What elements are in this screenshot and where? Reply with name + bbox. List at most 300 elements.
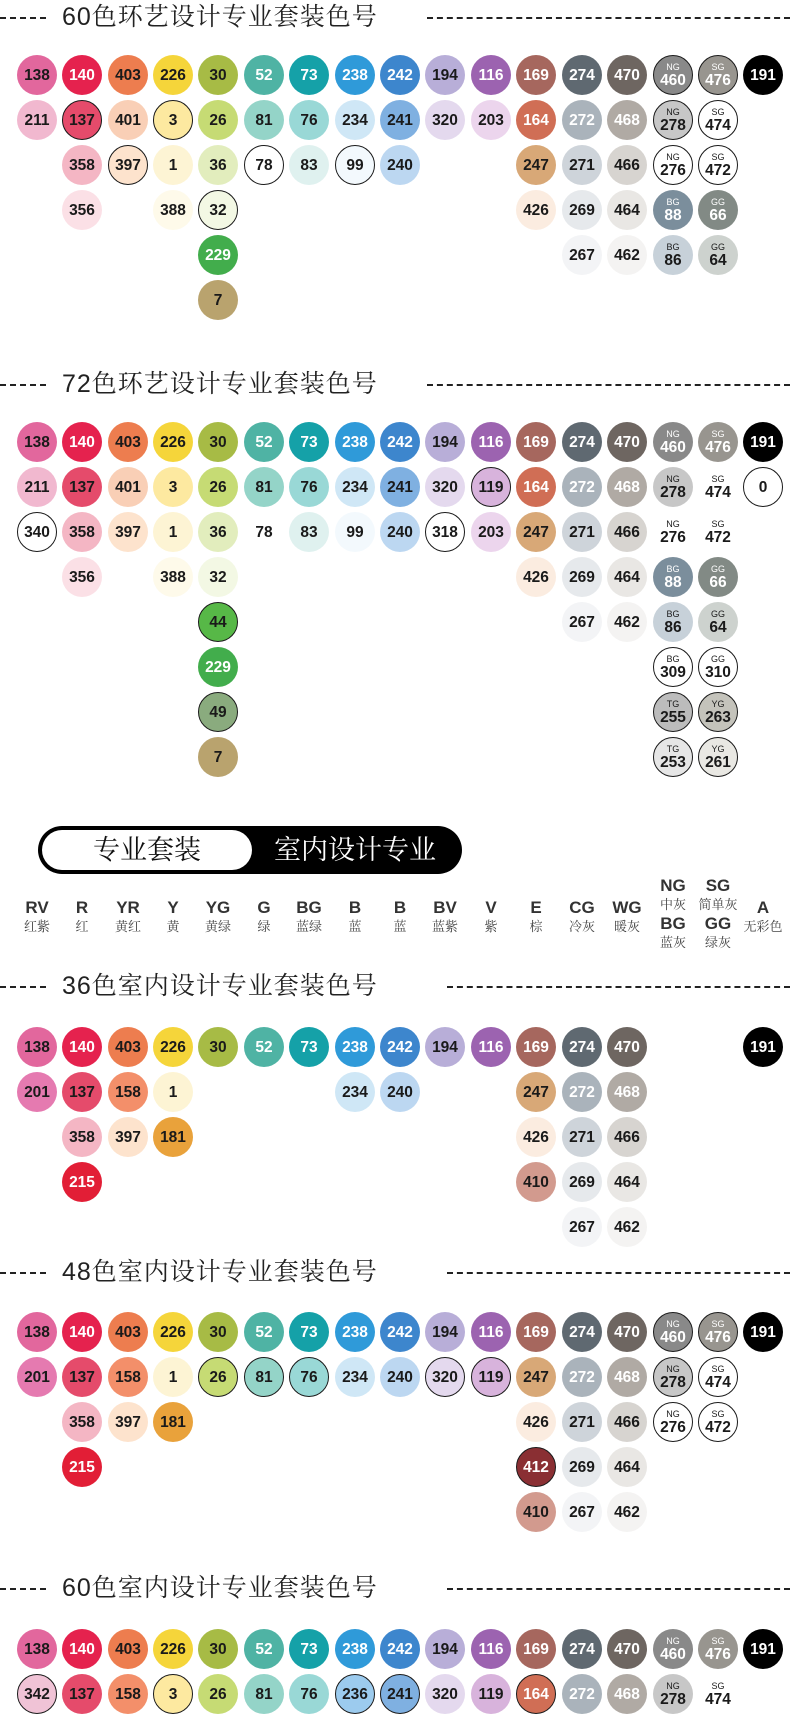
color-swatch [698, 602, 738, 642]
color-swatch [562, 1447, 602, 1487]
color-swatch [516, 1674, 556, 1714]
swatch-color-number: 73 [300, 66, 318, 84]
color-swatch [198, 512, 238, 552]
color-swatch [562, 467, 602, 507]
section-title-row [0, 0, 790, 34]
color-swatch [198, 737, 238, 777]
color-swatch [698, 692, 738, 732]
color-swatch [698, 1312, 738, 1352]
swatch-color-number: 426 [523, 1128, 549, 1146]
swatch-color-number: 76 [300, 478, 318, 496]
swatch-color-number: 403 [115, 433, 141, 451]
color-swatch [153, 145, 193, 185]
swatch-color-number: 253 [660, 753, 686, 771]
swatch-color-number: 99 [346, 156, 364, 174]
swatch-series-prefix: SG [711, 61, 725, 72]
color-swatch [607, 55, 647, 95]
color-swatch [198, 1674, 238, 1714]
color-swatch [62, 1312, 102, 1352]
swatch-color-number: 272 [569, 1083, 595, 1101]
color-swatch [244, 1357, 284, 1397]
color-swatch [471, 55, 511, 95]
swatch-color-number: 169 [523, 433, 549, 451]
color-swatch [653, 1674, 693, 1714]
swatch-color-number: 138 [24, 1323, 50, 1341]
color-swatch [17, 100, 57, 140]
color-swatch [108, 1312, 148, 1352]
swatch-color-number: 36 [209, 156, 227, 174]
section-title-row [0, 969, 790, 1003]
swatch-color-number: 73 [300, 1323, 318, 1341]
swatch-color-number: 32 [209, 201, 227, 219]
color-swatch [17, 1027, 57, 1067]
swatch-color-number: 52 [255, 66, 273, 84]
swatch-color-number: 358 [69, 156, 95, 174]
swatch-color-number: 278 [660, 1373, 686, 1391]
swatch-color-number: 474 [705, 483, 731, 501]
swatch-color-number: 215 [69, 1458, 95, 1476]
swatch-color-number: 460 [660, 1645, 686, 1663]
swatch-color-number: 358 [69, 523, 95, 541]
color-swatch [607, 1402, 647, 1442]
swatch-color-number: 169 [523, 1323, 549, 1341]
swatch-color-number: 234 [342, 478, 368, 496]
color-swatch [653, 55, 693, 95]
swatch-color-number: 274 [569, 1323, 595, 1341]
color-swatch [607, 145, 647, 185]
color-swatch [653, 737, 693, 777]
swatch-color-number: 137 [69, 111, 95, 129]
swatch-color-number: 468 [614, 1368, 640, 1386]
color-swatch [743, 1629, 783, 1669]
color-swatch [108, 1674, 148, 1714]
section-title: 72色环艺设计专业套装色号 [62, 370, 378, 398]
swatch-series-prefix: SG [711, 473, 725, 484]
color-swatch [516, 1117, 556, 1157]
color-swatch [698, 467, 738, 507]
swatch-series-prefix: GG [710, 563, 725, 574]
color-swatch [653, 1357, 693, 1397]
legend-name: 蓝绿 [295, 919, 322, 934]
swatch-color-number: 30 [209, 433, 227, 451]
color-swatch [17, 467, 57, 507]
legend-code: B [348, 898, 362, 917]
legend-name: 无彩色 [743, 919, 783, 934]
swatch-color-number: 140 [69, 433, 95, 451]
swatch-color-number: 261 [705, 753, 731, 771]
color-swatch [244, 467, 284, 507]
color-swatch [17, 512, 57, 552]
color-swatch [743, 55, 783, 95]
swatch-color-number: 462 [614, 1503, 640, 1521]
swatch-color-number: 470 [614, 1038, 640, 1056]
legend-code: G [257, 898, 271, 917]
swatch-color-number: 238 [342, 1640, 368, 1658]
color-swatch [289, 1312, 329, 1352]
color-swatch [380, 100, 420, 140]
swatch-series-prefix: NG [666, 106, 680, 117]
swatch-color-number: 169 [523, 66, 549, 84]
color-swatch [653, 100, 693, 140]
color-swatch [562, 1117, 602, 1157]
legend-code: A [756, 898, 770, 917]
color-swatch [198, 235, 238, 275]
color-swatch [62, 1447, 102, 1487]
swatch-color-number: 30 [209, 1323, 227, 1341]
color-swatch [562, 1072, 602, 1112]
color-swatch [425, 422, 465, 462]
swatch-color-number: 76 [300, 111, 318, 129]
swatch-color-number: 86 [664, 618, 682, 636]
color-swatch [62, 557, 102, 597]
color-swatch [335, 55, 375, 95]
legend-name: 绿灰 [704, 935, 731, 950]
color-swatch [108, 1402, 148, 1442]
badge-left-label: 专业套装 [42, 830, 252, 870]
swatch-color-number: 88 [664, 573, 682, 591]
swatch-color-number: 397 [115, 523, 141, 541]
color-swatch [289, 1027, 329, 1067]
swatch-color-number: 247 [523, 1368, 549, 1386]
swatch-color-number: 242 [387, 1038, 413, 1056]
legend-name: 绿 [257, 919, 271, 934]
color-swatch [425, 100, 465, 140]
legend-name: 蓝 [393, 919, 407, 934]
legend-code: BG [296, 898, 322, 917]
legend-code: R [75, 898, 89, 917]
swatch-color-number: 468 [614, 1685, 640, 1703]
swatch-color-number: 234 [342, 1083, 368, 1101]
swatch-color-number: 356 [69, 568, 95, 586]
swatch-color-number: 470 [614, 1323, 640, 1341]
swatch-color-number: 476 [705, 438, 731, 456]
dashed-rule-left [0, 384, 46, 386]
color-swatch [653, 512, 693, 552]
swatch-color-number: 342 [24, 1685, 50, 1703]
color-swatch [62, 1027, 102, 1067]
swatch-color-number: 236 [342, 1685, 368, 1703]
swatch-color-number: 26 [209, 111, 227, 129]
swatch-color-number: 426 [523, 568, 549, 586]
swatch-color-number: 472 [705, 528, 731, 546]
swatch-color-number: 466 [614, 156, 640, 174]
color-swatch [607, 190, 647, 230]
color-swatch [562, 100, 602, 140]
color-swatch [562, 235, 602, 275]
color-swatch [244, 145, 284, 185]
swatch-color-number: 181 [160, 1413, 186, 1431]
swatch-color-number: 272 [569, 111, 595, 129]
swatch-color-number: 278 [660, 483, 686, 501]
swatch-color-number: 116 [478, 433, 504, 451]
swatch-color-number: 78 [255, 156, 273, 174]
swatch-color-number: 462 [614, 1218, 640, 1236]
section-title-row [0, 367, 790, 401]
color-swatch [607, 100, 647, 140]
color-swatch [653, 557, 693, 597]
color-swatch [289, 1357, 329, 1397]
legend-name: 红 [75, 919, 89, 934]
swatch-color-number: 140 [69, 1323, 95, 1341]
swatch-color-number: 255 [660, 708, 686, 726]
swatch-color-number: 73 [300, 1038, 318, 1056]
color-swatch [425, 512, 465, 552]
color-swatch [108, 55, 148, 95]
color-swatch [17, 55, 57, 95]
swatch-color-number: 247 [523, 1083, 549, 1101]
legend-code: NG [660, 876, 686, 895]
swatch-color-number: 474 [705, 1690, 731, 1708]
color-swatch [562, 1312, 602, 1352]
swatch-series-prefix: NG [666, 1363, 680, 1374]
swatch-color-number: 140 [69, 1640, 95, 1658]
color-swatch [153, 1027, 193, 1067]
legend-code: BG [660, 914, 686, 933]
color-swatch [698, 422, 738, 462]
swatch-series-prefix: NG [666, 428, 680, 439]
dashed-rule-right [447, 1588, 790, 1590]
swatch-color-number: 274 [569, 433, 595, 451]
swatch-color-number: 194 [432, 1640, 458, 1658]
color-swatch [153, 422, 193, 462]
swatch-series-prefix: NG [666, 1680, 680, 1691]
swatch-color-number: 468 [614, 1083, 640, 1101]
swatch-color-number: 191 [750, 66, 776, 84]
swatch-color-number: 466 [614, 523, 640, 541]
color-swatch [516, 1402, 556, 1442]
color-swatch [425, 55, 465, 95]
color-swatch [108, 422, 148, 462]
color-swatch [62, 1162, 102, 1202]
swatch-series-prefix: NG [666, 1408, 680, 1419]
swatch-color-number: 137 [69, 1083, 95, 1101]
color-swatch [698, 55, 738, 95]
swatch-series-prefix: YG [711, 698, 725, 709]
swatch-color-number: 474 [705, 1373, 731, 1391]
color-swatch [289, 467, 329, 507]
color-swatch [743, 422, 783, 462]
legend-item [733, 898, 790, 936]
swatch-color-number: 76 [300, 1685, 318, 1703]
swatch-color-number: 269 [569, 1458, 595, 1476]
legend-name: 蓝 [348, 919, 362, 934]
color-swatch [108, 100, 148, 140]
color-swatch [562, 55, 602, 95]
swatch-color-number: 242 [387, 66, 413, 84]
color-swatch [198, 55, 238, 95]
swatch-series-prefix: NG [666, 473, 680, 484]
swatch-color-number: 320 [432, 1685, 458, 1703]
color-swatch [653, 422, 693, 462]
swatch-color-number: 226 [160, 1640, 186, 1658]
swatch-color-number: 3 [168, 1685, 178, 1703]
swatch-color-number: 238 [342, 66, 368, 84]
color-swatch [562, 512, 602, 552]
legend-code: CG [569, 898, 595, 917]
color-swatch [335, 467, 375, 507]
color-swatch [471, 467, 511, 507]
swatch-color-number: 234 [342, 1368, 368, 1386]
swatch-color-number: 26 [209, 478, 227, 496]
color-swatch [62, 1402, 102, 1442]
color-swatch [17, 1629, 57, 1669]
section-title: 36色室内设计专业套装色号 [62, 972, 378, 1000]
color-swatch [62, 1629, 102, 1669]
color-swatch [244, 1674, 284, 1714]
color-swatch [607, 235, 647, 275]
swatch-color-number: 403 [115, 1323, 141, 1341]
color-swatch [153, 1117, 193, 1157]
swatch-color-number: 474 [705, 116, 731, 134]
swatch-color-number: 426 [523, 1413, 549, 1431]
color-swatch [62, 1072, 102, 1112]
color-swatch [607, 512, 647, 552]
section-title-row [0, 1571, 790, 1605]
color-swatch [198, 647, 238, 687]
color-swatch [335, 1357, 375, 1397]
color-swatch [62, 1117, 102, 1157]
color-swatch [425, 1674, 465, 1714]
swatch-color-number: 272 [569, 478, 595, 496]
section-title: 60色环艺设计专业套装色号 [62, 3, 378, 31]
color-swatch [289, 512, 329, 552]
color-swatch [562, 1402, 602, 1442]
swatch-color-number: 470 [614, 1640, 640, 1658]
swatch-color-number: 81 [255, 1685, 273, 1703]
color-swatch [653, 467, 693, 507]
swatch-series-prefix: GG [710, 196, 725, 207]
swatch-color-number: 81 [255, 1368, 273, 1386]
swatch-color-number: 52 [255, 1640, 273, 1658]
color-swatch [516, 1357, 556, 1397]
color-swatch [516, 557, 556, 597]
color-swatch [380, 1357, 420, 1397]
swatch-color-number: 238 [342, 433, 368, 451]
color-swatch [380, 1027, 420, 1067]
swatch-color-number: 211 [24, 478, 50, 496]
legend-code: YG [205, 898, 231, 917]
swatch-color-number: 464 [614, 1173, 640, 1191]
color-swatch [62, 1674, 102, 1714]
section-title: 60色室内设计专业套装色号 [62, 1574, 378, 1602]
swatch-series-prefix: SG [711, 1318, 725, 1329]
swatch-color-number: 397 [115, 156, 141, 174]
swatch-color-number: 276 [660, 161, 686, 179]
swatch-color-number: 403 [115, 66, 141, 84]
swatch-color-number: 99 [346, 523, 364, 541]
swatch-color-number: 116 [478, 1323, 504, 1341]
color-swatch [607, 1629, 647, 1669]
color-swatch [198, 145, 238, 185]
swatch-color-number: 30 [209, 66, 227, 84]
swatch-color-number: 229 [205, 246, 231, 264]
swatch-color-number: 460 [660, 71, 686, 89]
swatch-color-number: 320 [432, 478, 458, 496]
legend-name: 蓝紫 [431, 919, 458, 934]
legend-name: 冷灰 [568, 919, 595, 934]
legend-name: 黄绿 [204, 919, 231, 934]
swatch-color-number: 119 [478, 1685, 504, 1703]
swatch-series-prefix: SG [711, 518, 725, 529]
swatch-color-number: 158 [115, 1368, 141, 1386]
swatch-color-number: 271 [569, 523, 595, 541]
swatch-color-number: 137 [69, 1685, 95, 1703]
legend-name: 黄红 [114, 919, 141, 934]
color-swatch [562, 145, 602, 185]
swatch-color-number: 320 [432, 1368, 458, 1386]
color-swatch [653, 145, 693, 185]
color-swatch [471, 100, 511, 140]
swatch-color-number: 30 [209, 1640, 227, 1658]
swatch-color-number: 1 [168, 523, 178, 541]
swatch-color-number: 169 [523, 1640, 549, 1658]
color-swatch [516, 1162, 556, 1202]
color-swatch [698, 100, 738, 140]
swatch-series-prefix: BG [666, 608, 680, 619]
swatch-color-number: 32 [209, 568, 227, 586]
swatch-color-number: 0 [758, 478, 768, 496]
swatch-color-number: 201 [24, 1368, 50, 1386]
swatch-color-number: 158 [115, 1685, 141, 1703]
color-swatch [153, 1629, 193, 1669]
swatch-color-number: 83 [300, 523, 318, 541]
swatch-color-number: 64 [709, 618, 727, 636]
color-swatch [516, 1312, 556, 1352]
swatch-color-number: 240 [387, 156, 413, 174]
swatch-color-number: 44 [209, 613, 227, 631]
swatch-color-number: 388 [160, 201, 186, 219]
dashed-rule-right [447, 1272, 790, 1274]
color-swatch [198, 190, 238, 230]
swatch-color-number: 119 [478, 1368, 504, 1386]
swatch-color-number: 401 [115, 478, 141, 496]
swatch-series-prefix: YG [711, 743, 725, 754]
color-swatch [562, 1492, 602, 1532]
swatch-color-number: 271 [569, 1128, 595, 1146]
legend-name: 暖灰 [613, 919, 640, 934]
legend-name: 紫 [484, 919, 498, 934]
color-swatch [380, 422, 420, 462]
swatch-color-number: 470 [614, 66, 640, 84]
section-title-row [0, 1255, 790, 1289]
swatch-color-number: 269 [569, 1173, 595, 1191]
color-swatch [244, 1312, 284, 1352]
color-swatch [516, 145, 556, 185]
swatch-color-number: 472 [705, 161, 731, 179]
swatch-color-number: 81 [255, 478, 273, 496]
color-swatch [335, 1629, 375, 1669]
swatch-color-number: 263 [705, 708, 731, 726]
swatch-color-number: 468 [614, 478, 640, 496]
color-swatch [17, 1674, 57, 1714]
color-swatch [198, 280, 238, 320]
badge-right-label: 室内设计专业 [274, 835, 436, 865]
swatch-color-number: 388 [160, 568, 186, 586]
color-swatch [607, 1162, 647, 1202]
swatch-color-number: 52 [255, 1038, 273, 1056]
swatch-color-number: 66 [709, 206, 727, 224]
swatch-series-prefix: GG [710, 241, 725, 252]
color-swatch [17, 1072, 57, 1112]
swatch-color-number: 267 [569, 1218, 595, 1236]
swatch-color-number: 73 [300, 433, 318, 451]
color-swatch [516, 55, 556, 95]
swatch-color-number: 274 [569, 66, 595, 84]
color-swatch [289, 1629, 329, 1669]
color-swatch [516, 512, 556, 552]
swatch-color-number: 238 [342, 1038, 368, 1056]
swatch-color-number: 138 [24, 433, 50, 451]
